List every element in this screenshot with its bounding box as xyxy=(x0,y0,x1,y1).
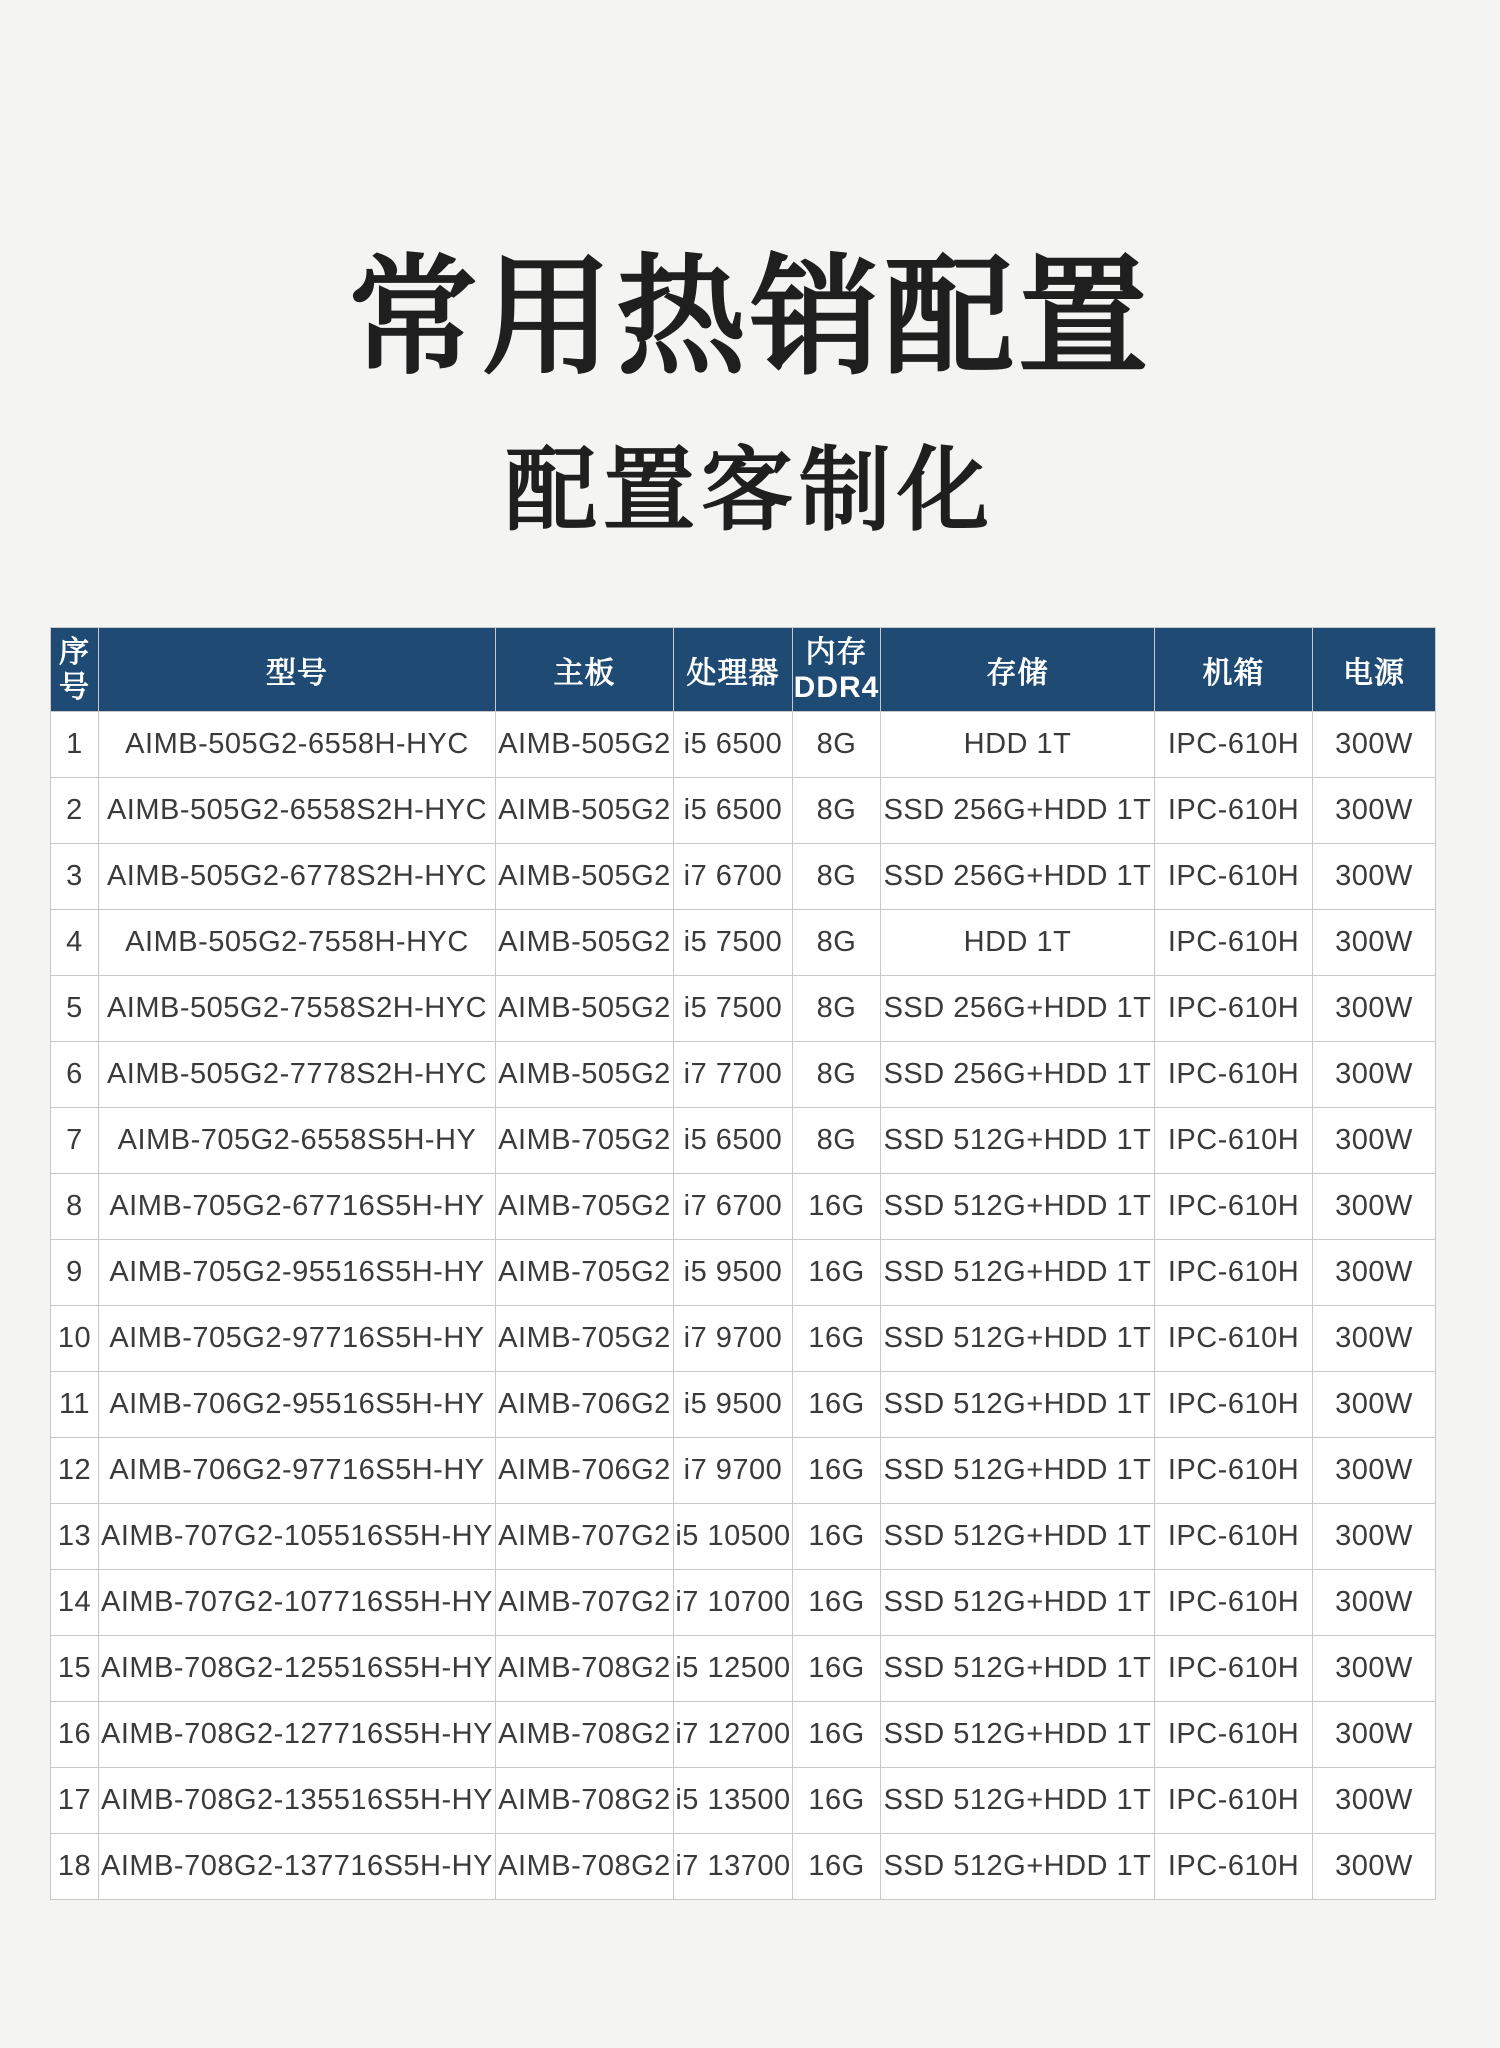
cell-motherboard: AIMB-505G2 xyxy=(496,844,674,910)
cell-index: 7 xyxy=(51,1108,99,1174)
cell-chassis: IPC-610H xyxy=(1155,778,1313,844)
cell-storage: SSD 256G+HDD 1T xyxy=(881,844,1155,910)
page-subtitle: 配置客制化 xyxy=(504,440,995,542)
table-row xyxy=(51,1240,1436,1306)
table-row xyxy=(51,1702,1436,1768)
table-row xyxy=(51,1570,1436,1636)
table-row xyxy=(51,1306,1436,1372)
cell-model: AIMB-708G2-127716S5H-HY xyxy=(99,1702,496,1768)
cell-chassis: IPC-610H xyxy=(1155,976,1313,1042)
cell-model: AIMB-505G2-6558S2H-HYC xyxy=(99,778,496,844)
cell-psu: 300W xyxy=(1313,1174,1436,1240)
header-cell-psu: 电源 xyxy=(1313,628,1436,712)
cell-chassis: IPC-610H xyxy=(1155,1834,1313,1900)
cell-memory: 8G xyxy=(793,1042,881,1108)
table-row xyxy=(51,1108,1436,1174)
cell-psu: 300W xyxy=(1313,1834,1436,1900)
cell-index: 8 xyxy=(51,1174,99,1240)
header-cell-storage: 存储 xyxy=(881,628,1155,712)
cell-index: 18 xyxy=(51,1834,99,1900)
cell-chassis: IPC-610H xyxy=(1155,1636,1313,1702)
cell-memory: 16G xyxy=(793,1570,881,1636)
cell-model: AIMB-505G2-7778S2H-HYC xyxy=(99,1042,496,1108)
cell-cpu: i7 9700 xyxy=(674,1306,793,1372)
cell-index: 16 xyxy=(51,1702,99,1768)
table-row xyxy=(51,1042,1436,1108)
cell-psu: 300W xyxy=(1313,1240,1436,1306)
cell-memory: 8G xyxy=(793,910,881,976)
cell-memory: 16G xyxy=(793,1174,881,1240)
cell-memory: 16G xyxy=(793,1768,881,1834)
cell-model: AIMB-705G2-6558S5H-HY xyxy=(99,1108,496,1174)
cell-motherboard: AIMB-505G2 xyxy=(496,712,674,778)
cell-chassis: IPC-610H xyxy=(1155,1504,1313,1570)
table-body xyxy=(51,712,1436,1900)
table-header-row xyxy=(51,628,1436,712)
header-label-memory-line1: 内存 xyxy=(805,635,868,669)
cell-motherboard: AIMB-706G2 xyxy=(496,1372,674,1438)
cell-psu: 300W xyxy=(1313,1042,1436,1108)
table-row xyxy=(51,1636,1436,1702)
cell-psu: 300W xyxy=(1313,976,1436,1042)
table-row xyxy=(51,1504,1436,1570)
cell-storage: SSD 512G+HDD 1T xyxy=(881,1174,1155,1240)
cell-model: AIMB-707G2-105516S5H-HY xyxy=(99,1504,496,1570)
cell-cpu: i7 6700 xyxy=(674,844,793,910)
cell-cpu: i5 9500 xyxy=(674,1240,793,1306)
cell-model: AIMB-705G2-67716S5H-HY xyxy=(99,1174,496,1240)
header-label-index-line2: 号 xyxy=(59,670,90,704)
cell-index: 1 xyxy=(51,712,99,778)
cell-cpu: i7 7700 xyxy=(674,1042,793,1108)
table-row xyxy=(51,1834,1436,1900)
cell-chassis: IPC-610H xyxy=(1155,712,1313,778)
cell-chassis: IPC-610H xyxy=(1155,1438,1313,1504)
cell-model: AIMB-708G2-135516S5H-HY xyxy=(99,1768,496,1834)
cell-motherboard: AIMB-708G2 xyxy=(496,1834,674,1900)
cell-cpu: i7 6700 xyxy=(674,1174,793,1240)
cell-cpu: i5 10500 xyxy=(674,1504,793,1570)
cell-motherboard: AIMB-706G2 xyxy=(496,1438,674,1504)
cell-cpu: i7 10700 xyxy=(674,1570,793,1636)
cell-chassis: IPC-610H xyxy=(1155,1768,1313,1834)
cell-psu: 300W xyxy=(1313,1108,1436,1174)
cell-index: 10 xyxy=(51,1306,99,1372)
cell-index: 14 xyxy=(51,1570,99,1636)
cell-psu: 300W xyxy=(1313,910,1436,976)
cell-storage: HDD 1T xyxy=(881,712,1155,778)
cell-index: 2 xyxy=(51,778,99,844)
table-row xyxy=(51,1174,1436,1240)
cell-model: AIMB-705G2-95516S5H-HY xyxy=(99,1240,496,1306)
cell-cpu: i5 7500 xyxy=(674,976,793,1042)
cell-chassis: IPC-610H xyxy=(1155,844,1313,910)
cell-model: AIMB-505G2-6558H-HYC xyxy=(99,712,496,778)
cell-psu: 300W xyxy=(1313,1372,1436,1438)
cell-model: AIMB-707G2-107716S5H-HY xyxy=(99,1570,496,1636)
cell-motherboard: AIMB-705G2 xyxy=(496,1240,674,1306)
cell-memory: 16G xyxy=(793,1240,881,1306)
cell-model: AIMB-505G2-7558H-HYC xyxy=(99,910,496,976)
cell-motherboard: AIMB-505G2 xyxy=(496,1042,674,1108)
config-table xyxy=(50,627,1436,1900)
cell-psu: 300W xyxy=(1313,844,1436,910)
cell-model: AIMB-705G2-97716S5H-HY xyxy=(99,1306,496,1372)
cell-storage: SSD 256G+HDD 1T xyxy=(881,778,1155,844)
cell-motherboard: AIMB-505G2 xyxy=(496,976,674,1042)
cell-cpu: i5 6500 xyxy=(674,778,793,844)
cell-storage: SSD 512G+HDD 1T xyxy=(881,1306,1155,1372)
cell-index: 11 xyxy=(51,1372,99,1438)
cell-psu: 300W xyxy=(1313,778,1436,844)
cell-motherboard: AIMB-707G2 xyxy=(496,1570,674,1636)
cell-memory: 16G xyxy=(793,1438,881,1504)
cell-motherboard: AIMB-707G2 xyxy=(496,1504,674,1570)
cell-motherboard: AIMB-708G2 xyxy=(496,1768,674,1834)
cell-psu: 300W xyxy=(1313,1504,1436,1570)
cell-psu: 300W xyxy=(1313,1306,1436,1372)
cell-storage: SSD 256G+HDD 1T xyxy=(881,976,1155,1042)
header-label-memory-line2: DDR4 xyxy=(793,670,880,704)
cell-chassis: IPC-610H xyxy=(1155,1174,1313,1240)
cell-cpu: i5 9500 xyxy=(674,1372,793,1438)
cell-chassis: IPC-610H xyxy=(1155,1372,1313,1438)
table-row xyxy=(51,778,1436,844)
cell-chassis: IPC-610H xyxy=(1155,1306,1313,1372)
cell-memory: 8G xyxy=(793,712,881,778)
cell-model: AIMB-706G2-95516S5H-HY xyxy=(99,1372,496,1438)
cell-storage: SSD 512G+HDD 1T xyxy=(881,1504,1155,1570)
cell-storage: SSD 512G+HDD 1T xyxy=(881,1702,1155,1768)
cell-motherboard: AIMB-708G2 xyxy=(496,1636,674,1702)
header-cell-motherboard: 主板 xyxy=(496,628,674,712)
cell-psu: 300W xyxy=(1313,1438,1436,1504)
header-label-index-line1: 序 xyxy=(59,635,90,669)
cell-memory: 16G xyxy=(793,1636,881,1702)
cell-memory: 8G xyxy=(793,844,881,910)
cell-chassis: IPC-610H xyxy=(1155,910,1313,976)
cell-model: AIMB-505G2-7558S2H-HYC xyxy=(99,976,496,1042)
header-cell-cpu: 处理器 xyxy=(674,628,793,712)
cell-storage: SSD 512G+HDD 1T xyxy=(881,1438,1155,1504)
table-row xyxy=(51,910,1436,976)
table-row xyxy=(51,1438,1436,1504)
cell-index: 15 xyxy=(51,1636,99,1702)
cell-cpu: i7 9700 xyxy=(674,1438,793,1504)
cell-chassis: IPC-610H xyxy=(1155,1042,1313,1108)
cell-cpu: i5 6500 xyxy=(674,712,793,778)
cell-storage: HDD 1T xyxy=(881,910,1155,976)
cell-cpu: i5 7500 xyxy=(674,910,793,976)
cell-motherboard: AIMB-705G2 xyxy=(496,1108,674,1174)
cell-memory: 16G xyxy=(793,1834,881,1900)
cell-storage: SSD 512G+HDD 1T xyxy=(881,1834,1155,1900)
cell-memory: 16G xyxy=(793,1702,881,1768)
cell-storage: SSD 256G+HDD 1T xyxy=(881,1042,1155,1108)
cell-storage: SSD 512G+HDD 1T xyxy=(881,1372,1155,1438)
cell-index: 6 xyxy=(51,1042,99,1108)
table-row xyxy=(51,1768,1436,1834)
cell-motherboard: AIMB-705G2 xyxy=(496,1306,674,1372)
cell-memory: 16G xyxy=(793,1372,881,1438)
cell-chassis: IPC-610H xyxy=(1155,1570,1313,1636)
cell-model: AIMB-708G2-125516S5H-HY xyxy=(99,1636,496,1702)
cell-motherboard: AIMB-505G2 xyxy=(496,910,674,976)
cell-chassis: IPC-610H xyxy=(1155,1240,1313,1306)
cell-model: AIMB-708G2-137716S5H-HY xyxy=(99,1834,496,1900)
table-row xyxy=(51,844,1436,910)
header-cell-chassis: 机箱 xyxy=(1155,628,1313,712)
cell-memory: 16G xyxy=(793,1306,881,1372)
cell-chassis: IPC-610H xyxy=(1155,1108,1313,1174)
cell-motherboard: AIMB-708G2 xyxy=(496,1702,674,1768)
page-title: 常用热销配置 xyxy=(347,244,1152,390)
cell-index: 13 xyxy=(51,1504,99,1570)
cell-index: 3 xyxy=(51,844,99,910)
cell-index: 9 xyxy=(51,1240,99,1306)
table-row xyxy=(51,1372,1436,1438)
cell-storage: SSD 512G+HDD 1T xyxy=(881,1108,1155,1174)
cell-psu: 300W xyxy=(1313,712,1436,778)
cell-index: 4 xyxy=(51,910,99,976)
cell-motherboard: AIMB-705G2 xyxy=(496,1174,674,1240)
header-cell-model: 型号 xyxy=(99,628,496,712)
cell-cpu: i7 12700 xyxy=(674,1702,793,1768)
cell-storage: SSD 512G+HDD 1T xyxy=(881,1570,1155,1636)
cell-index: 17 xyxy=(51,1768,99,1834)
cell-cpu: i5 6500 xyxy=(674,1108,793,1174)
cell-memory: 8G xyxy=(793,778,881,844)
cell-psu: 300W xyxy=(1313,1768,1436,1834)
cell-memory: 8G xyxy=(793,1108,881,1174)
cell-psu: 300W xyxy=(1313,1570,1436,1636)
header-cell-memory xyxy=(793,628,881,712)
cell-memory: 8G xyxy=(793,976,881,1042)
cell-chassis: IPC-610H xyxy=(1155,1702,1313,1768)
cell-model: AIMB-706G2-97716S5H-HY xyxy=(99,1438,496,1504)
cell-index: 5 xyxy=(51,976,99,1042)
cell-storage: SSD 512G+HDD 1T xyxy=(881,1768,1155,1834)
table-row xyxy=(51,976,1436,1042)
cell-motherboard: AIMB-505G2 xyxy=(496,778,674,844)
cell-index: 12 xyxy=(51,1438,99,1504)
cell-storage: SSD 512G+HDD 1T xyxy=(881,1636,1155,1702)
cell-cpu: i5 12500 xyxy=(674,1636,793,1702)
cell-memory: 16G xyxy=(793,1504,881,1570)
cell-psu: 300W xyxy=(1313,1702,1436,1768)
cell-model: AIMB-505G2-6778S2H-HYC xyxy=(99,844,496,910)
cell-psu: 300W xyxy=(1313,1636,1436,1702)
cell-storage: SSD 512G+HDD 1T xyxy=(881,1240,1155,1306)
header-cell-index xyxy=(51,628,99,712)
cell-cpu: i5 13500 xyxy=(674,1768,793,1834)
cell-cpu: i7 13700 xyxy=(674,1834,793,1900)
table-row xyxy=(51,712,1436,778)
